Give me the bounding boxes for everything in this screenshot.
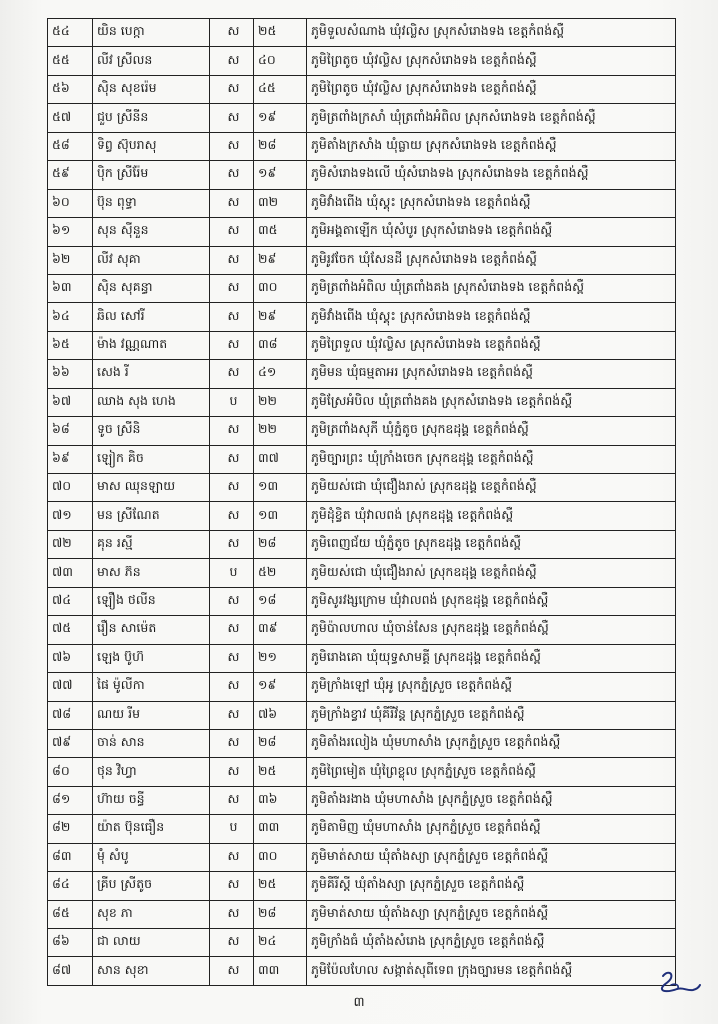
row-number: ៧៧ [48, 673, 93, 701]
person-address: ភូមិតាំងរលៀង ឃុំមហាសាំង ស្រុកភ្នំស្រួច ខេត្តកំពង់ស្ពឺ [307, 729, 676, 757]
table-row [48, 218, 676, 246]
row-number: ៧២ [48, 530, 93, 558]
person-sex: ស [210, 189, 254, 217]
person-address: ភូមិគីរីស្ដី ឃុំតាំងស្យា ស្រុកភ្នំស្រួច ខេត្តកំពង់ស្ពឺ [307, 872, 676, 900]
person-age: ៣៣ [254, 815, 307, 843]
person-name: រឿន សាម៉េត [93, 616, 210, 644]
person-age: ៣៩ [254, 616, 307, 644]
person-address: ភូមិស្រែអំបិល ឃុំត្រពាំងគង ស្រុកសំរោងទង ខេត្តកំពង់ស្ពឺ [307, 388, 676, 416]
table-row [48, 843, 676, 871]
row-number: ៧៥ [48, 616, 93, 644]
person-address: ភូមិព្រៃមៀត ឃុំព្រៃខ្លុល ស្រុកភ្នំស្រួច ខេត្តកំពង់ស្ពឺ [307, 758, 676, 786]
person-sex: ស [210, 132, 254, 160]
table-row [48, 104, 676, 132]
person-sex: ស [210, 701, 254, 729]
person-address: ភូមិរូវចែក ឃុំសែនដី ស្រុកសំរោងទង ខេត្តកំពង់ស្ពឺ [307, 246, 676, 274]
person-sex: ស [210, 303, 254, 331]
table-row [48, 587, 676, 615]
person-sex: ស [210, 75, 254, 103]
person-address: ភូមិទួលសំណាង ឃុំវល្លិស ស្រុកសំរោងទង ខេត្តកំពង់ស្ពឺ [307, 19, 676, 47]
person-address: ភូមិត្រពាំងសុភី ឃុំភ្នំតូច ស្រុកឧដុង្គ ខេត្តកំពង់ស្ពឺ [307, 417, 676, 445]
person-age: ២៥ [254, 758, 307, 786]
row-number: ៧៩ [48, 729, 93, 757]
person-address: ភូមិអង្គតាឡើក ឃុំសំបូរ ស្រុកសំរោងទង ខេត្តកំពង់ស្ពឺ [307, 218, 676, 246]
person-sex: ស [210, 47, 254, 75]
table-row [48, 530, 676, 558]
person-age: ៤០ [254, 47, 307, 75]
person-sex: ស [210, 587, 254, 615]
row-number: ៧៦ [48, 644, 93, 672]
person-sex: ស [210, 161, 254, 189]
person-address: ភូមិតាមិញ ឃុំមហាសាំង ស្រុកភ្នំស្រួច ខេត្តកំពង់ស្ពឺ [307, 815, 676, 843]
row-number: ៥៦ [48, 75, 93, 103]
table-row [48, 417, 676, 445]
person-address: ភូមិតាំងរងាង ឃុំមហាសាំង ស្រុកភ្នំស្រួច ខេត្តកំពង់ស្ពឺ [307, 786, 676, 814]
row-number: ៨៦ [48, 929, 93, 957]
person-age: ៣៨ [254, 331, 307, 359]
person-age: ២៤ [254, 929, 307, 957]
row-number: ៧៣ [48, 559, 93, 587]
roster-body [48, 19, 676, 986]
row-number: ៦៥ [48, 331, 93, 359]
person-name: ណយ រីម [93, 701, 210, 729]
person-sex: ស [210, 274, 254, 302]
person-age: ១៣ [254, 474, 307, 502]
table-row [48, 132, 676, 160]
row-number: ៦៨ [48, 417, 93, 445]
person-sex: ស [210, 246, 254, 274]
row-number: ៨៣ [48, 843, 93, 871]
person-sex: ស [210, 843, 254, 871]
person-name: សេង រី [93, 360, 210, 388]
person-address: ភូមិប៉ាលហាល ឃុំចាន់សែន ស្រុកឧដុង្គ ខេត្តកំពង់ស្ពឺ [307, 616, 676, 644]
person-address: ភូមិដុំខ្វិត ឃុំវាលពង់ ស្រុកឧដុង្គ ខេត្តកំពង់ស្ពឺ [307, 502, 676, 530]
person-name: ផៃ ម៉ូលីកា [93, 673, 210, 701]
person-address: ភូមិពេញជ័យ ឃុំភ្នំតូច ស្រុកឧដុង្គ ខេត្តកំពង់ស្ពឺ [307, 530, 676, 558]
table-row [48, 701, 676, 729]
person-age: ៣៧ [254, 445, 307, 473]
person-name: ម៉ុំ សំបូ [93, 843, 210, 871]
person-name: ឆិល សៅរី [93, 303, 210, 331]
person-address: ភូមិវាំងពើង ឃុំស្គុះ ស្រុកសំរោងទង ខេត្តកំពង់ស្ពឺ [307, 189, 676, 217]
person-sex: ស [210, 417, 254, 445]
person-sex: ស [210, 502, 254, 530]
row-number: ៨២ [48, 815, 93, 843]
table-row [48, 786, 676, 814]
person-age: ៧៦ [254, 701, 307, 729]
person-address: ភូមិតាំងក្រសាំង ឃុំធ្លាយ ស្រុកសំរោងទង ខេត្តកំពង់ស្ពឺ [307, 132, 676, 160]
person-name: យិន បេក្កា [93, 19, 210, 47]
person-age: ៥២ [254, 559, 307, 587]
row-number: ៧៨ [48, 701, 93, 729]
table-row [48, 929, 676, 957]
person-name: សាន សុខា [93, 957, 210, 985]
person-name: ទូច ស្រីនិ [93, 417, 210, 445]
row-number: ៧៤ [48, 587, 93, 615]
row-number: ៨១ [48, 786, 93, 814]
table-row [48, 872, 676, 900]
person-age: ៣៣ [254, 957, 307, 985]
signature-mark [657, 968, 701, 996]
row-number: ៦៦ [48, 360, 93, 388]
person-age: ២៨ [254, 132, 307, 160]
person-name: ស៊ិន សុគន្ធា [93, 274, 210, 302]
person-address: ភូមិប៉ែលហែល សង្កាត់សុពីទេព ក្រុងច្បារមន ខេត្តកំពង់ស្ពឺ [307, 957, 676, 985]
table-row [48, 274, 676, 302]
table-row [48, 644, 676, 672]
person-sex: ស [210, 445, 254, 473]
person-name: ឡឿង ថលីន [93, 587, 210, 615]
person-address: ភូមិព្រៃតូច ឃុំវល្លិស ស្រុកសំរោងទង ខេត្តកំពង់ស្ពឺ [307, 75, 676, 103]
person-name: ម៉ាង វណ្ណណាត [93, 331, 210, 359]
person-name: លីវ សុគា [93, 246, 210, 274]
person-age: ១៨ [254, 587, 307, 615]
person-name: មាស ឈុនឡាយ [93, 474, 210, 502]
person-name: មាស ភ៊ន [93, 559, 210, 587]
row-number: ៨៧ [48, 957, 93, 985]
table-row [48, 303, 676, 331]
person-name: ឡេង ប៊ូហ៊ [93, 644, 210, 672]
person-address: ភូមិមន ឃុំធម្មតាអរ ស្រុកសំរោងទង ខេត្តកំពង់ស្ពឺ [307, 360, 676, 388]
person-age: ៣០ [254, 274, 307, 302]
person-sex: ស [210, 19, 254, 47]
person-age: ២៨ [254, 729, 307, 757]
table-row [48, 616, 676, 644]
person-name: គ្រីប ស្រីតូច [93, 872, 210, 900]
table-row [48, 474, 676, 502]
person-age: ១៣ [254, 502, 307, 530]
person-sex: ស [210, 331, 254, 359]
person-sex: ស [210, 360, 254, 388]
person-sex: ស [210, 218, 254, 246]
row-number: ៦២ [48, 246, 93, 274]
row-number: ៦៩ [48, 445, 93, 473]
person-address: ភូមិត្រពាំងក្រសាំ ឃុំត្រពាំងអំពិល ស្រុកសំរោងទង ខេត្តកំពង់ស្ពឺ [307, 104, 676, 132]
person-address: ភូមិព្រៃទួល ឃុំវល្លិស ស្រុកសំរោងទង ខេត្តកំពង់ស្ពឺ [307, 331, 676, 359]
person-age: ២៨ [254, 900, 307, 928]
table-row [48, 559, 676, 587]
row-number: ៥៤ [48, 19, 93, 47]
person-name: ជួប ស្រីនីន [93, 104, 210, 132]
person-name: ចាន់ សាន [93, 729, 210, 757]
table-row [48, 47, 676, 75]
person-name: មន ស្រីណែត [93, 502, 210, 530]
person-sex: ស [210, 900, 254, 928]
row-number: ៥៩ [48, 161, 93, 189]
person-name: យ៉ាត ប៊ុនធឿន [93, 815, 210, 843]
person-name: ប៉ិក ស្រីរ៉ែម [93, 161, 210, 189]
person-name: ស៊ិន សុខរ៉េម [93, 75, 210, 103]
person-name: ជា លាយ [93, 929, 210, 957]
person-sex: ប [210, 559, 254, 587]
person-sex: ស [210, 729, 254, 757]
table-row [48, 502, 676, 530]
row-number: ៧១ [48, 502, 93, 530]
person-age: ៣០ [254, 843, 307, 871]
person-age: ២២ [254, 388, 307, 416]
person-address: ភូមិត្រពាំងអំពិល ឃុំត្រពាំងគង ស្រុកសំរោងទង ខេត្តកំពង់ស្ពឺ [307, 274, 676, 302]
row-number: ៦០ [48, 189, 93, 217]
person-address: ភូមិរោងគោ ឃុំយុទ្ធសាមគ្គី ស្រុកឧដុង្គ ខេត្តកំពង់ស្ពឺ [307, 644, 676, 672]
table-row [48, 75, 676, 103]
person-name: ថុន វិហ្វា [93, 758, 210, 786]
table-row [48, 673, 676, 701]
person-sex: ស [210, 104, 254, 132]
person-age: ២៥ [254, 872, 307, 900]
person-address: ភូមិយស់ជោ ឃុំជឿងរាស់ ស្រុកឧដុង្គ ខេត្តកំពង់ស្ពឺ [307, 559, 676, 587]
row-number: ៨៥ [48, 900, 93, 928]
person-age: ២១ [254, 644, 307, 672]
person-address: ភូមិសំរោងទងលើ ឃុំសំរោងទង ស្រុកសំរោងទង ខេត្តកំពង់ស្ពឺ [307, 161, 676, 189]
person-name: ប៊ុន ពុទ្ធា [93, 189, 210, 217]
person-age: ៣៦ [254, 786, 307, 814]
person-age: ៣៥ [254, 218, 307, 246]
person-sex: ស [210, 786, 254, 814]
person-age: ៣២ [254, 189, 307, 217]
table-row [48, 189, 676, 217]
table-row [48, 360, 676, 388]
row-number: ៥៥ [48, 47, 93, 75]
page-number: ៣ [353, 995, 365, 1010]
table-row [48, 900, 676, 928]
person-age: ៤៥ [254, 75, 307, 103]
row-number: ៦១ [48, 218, 93, 246]
person-address: ភូមិក្រាំងឡៅ ឃុំអូ ស្រុកភ្នំស្រួច ខេត្តកំពង់ស្ពឺ [307, 673, 676, 701]
person-name: លីវ ស្រីលន [93, 47, 210, 75]
person-address: ភូមិយស់ជោ ឃុំជឿងរាស់ ស្រុកឧដុង្គ ខេត្តកំពង់ស្ពឺ [307, 474, 676, 502]
row-number: ៨៤ [48, 872, 93, 900]
person-sex: ស [210, 530, 254, 558]
person-sex: ប [210, 815, 254, 843]
person-name: ហ៊ាយ ចន្ធី [93, 786, 210, 814]
roster-table [47, 18, 676, 986]
person-address: ភូមិសូរវង្សក្រោម ឃុំវាលពង់ ស្រុកឧដុង្គ ខេត្តកំពង់ស្ពឺ [307, 587, 676, 615]
table-row [48, 161, 676, 189]
person-address: ភូមិមាត់សាយ ឃុំតាំងស្យា ស្រុកភ្នំស្រួច ខេត្តកំពង់ស្ពឺ [307, 843, 676, 871]
row-number: ៦៤ [48, 303, 93, 331]
person-age: ២៩ [254, 303, 307, 331]
table-row [48, 729, 676, 757]
person-age: ១៩ [254, 673, 307, 701]
person-age: ៤១ [254, 360, 307, 388]
person-sex: ស [210, 616, 254, 644]
person-age: ២៩ [254, 246, 307, 274]
table-row [48, 331, 676, 359]
table-row [48, 246, 676, 274]
person-sex: ស [210, 758, 254, 786]
person-sex: ស [210, 929, 254, 957]
table-row [48, 815, 676, 843]
person-age: ១៩ [254, 104, 307, 132]
person-name: ឡៀក គិច [93, 445, 210, 473]
person-age: ២២ [254, 417, 307, 445]
row-number: ៥៧ [48, 104, 93, 132]
person-age: ២៨ [254, 530, 307, 558]
person-sex: ស [210, 644, 254, 672]
person-name: ឈាង សុង ហេង [93, 388, 210, 416]
person-age: ១៩ [254, 161, 307, 189]
person-sex: ស [210, 872, 254, 900]
person-address: ភូមិវាំងពើង ឃុំស្គុះ ស្រុកសំរោងទង ខេត្តកំពង់ស្ពឺ [307, 303, 676, 331]
row-number: ៥៨ [48, 132, 93, 160]
person-name: ទិព្វ ស៊ុបរាសុ [93, 132, 210, 160]
person-age: ២៥ [254, 19, 307, 47]
person-sex: ស [210, 957, 254, 985]
row-number: ៦៧ [48, 388, 93, 416]
person-sex: ប [210, 388, 254, 416]
table-row [48, 957, 676, 985]
person-sex: ស [210, 474, 254, 502]
person-address: ភូមិក្រាំងខ្វាវ ឃុំគីរីវ័ន្ត ស្រុកភ្នំស្រួច ខេត្តកំពង់ស្ពឺ [307, 701, 676, 729]
person-name: សុន ស៊ីនួន [93, 218, 210, 246]
person-sex: ស [210, 673, 254, 701]
table-row [48, 445, 676, 473]
row-number: ៦៣ [48, 274, 93, 302]
row-number: ៧០ [48, 474, 93, 502]
person-address: ភូមិក្រាំងធំ ឃុំតាំងសំរោង ស្រុកភ្នំស្រួច ខេត្តកំពង់ស្ពឺ [307, 929, 676, 957]
person-name: សុខ ភា [93, 900, 210, 928]
person-address: ភូមិព្រៃតូច ឃុំវល្លិស ស្រុកសំរោងទង ខេត្តកំពង់ស្ពឺ [307, 47, 676, 75]
table-row [48, 19, 676, 47]
row-number: ៨០ [48, 758, 93, 786]
table-row [48, 388, 676, 416]
person-address: ភូមិមាត់សាយ ឃុំតាំងស្យា ស្រុកភ្នំស្រួច ខេត្តកំពង់ស្ពឺ [307, 900, 676, 928]
person-address: ភូមិច្បារព្រះ ឃុំក្រាំងចេក ស្រុកឧដុង្គ ខេត្តកំពង់ស្ពឺ [307, 445, 676, 473]
table-row [48, 758, 676, 786]
person-name: គុន រស្មី [93, 530, 210, 558]
